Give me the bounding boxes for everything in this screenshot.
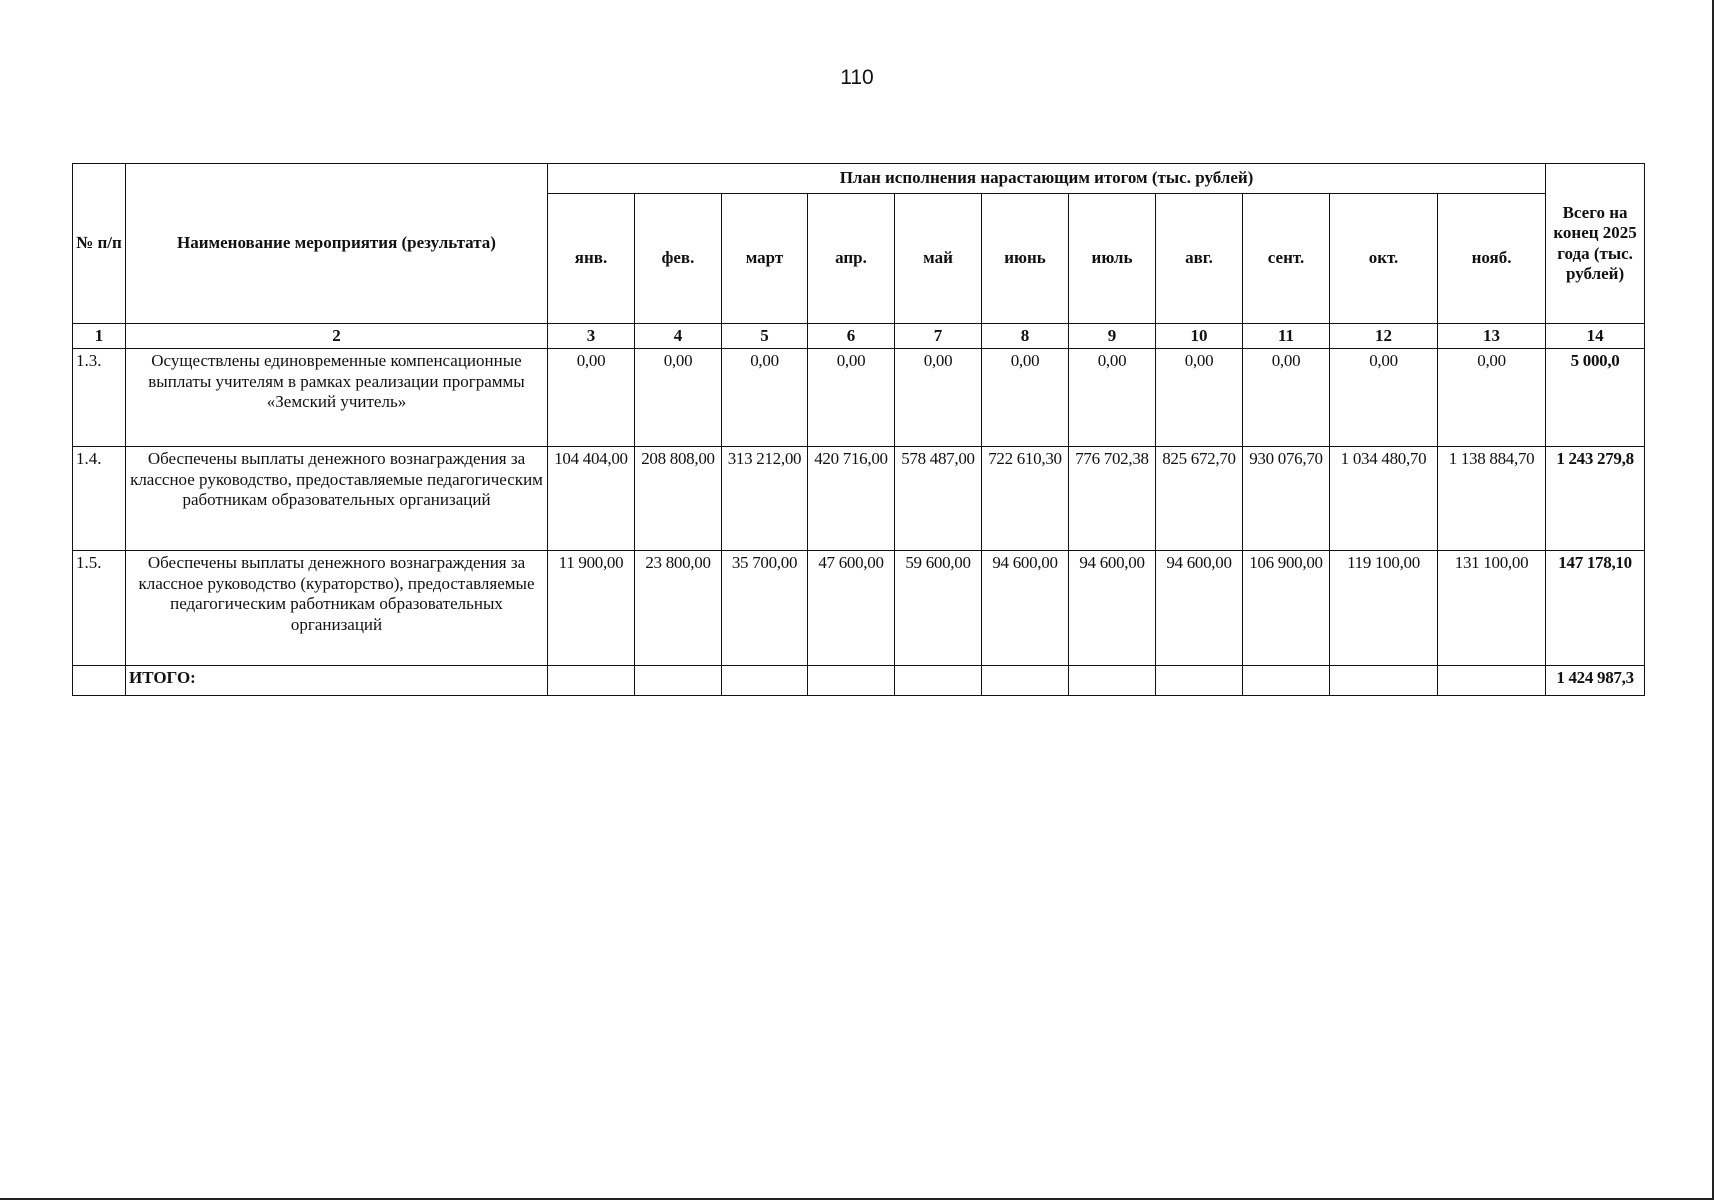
- row-value: 0,00: [895, 349, 982, 447]
- header-month: сент.: [1243, 194, 1330, 324]
- column-number: 7: [895, 324, 982, 349]
- table-row: [73, 447, 1645, 551]
- column-number: 9: [1069, 324, 1156, 349]
- row-name: Обеспечены выплаты денежного вознаграждения за классное руководство, предоставляемые педагогическим работникам образовательных организаций: [126, 447, 548, 551]
- row-value: 0,00: [808, 349, 895, 447]
- row-value: 23 800,00: [635, 551, 722, 666]
- column-number: 13: [1438, 324, 1546, 349]
- total-row-empty-cell: [1330, 666, 1438, 696]
- row-value: 47 600,00: [808, 551, 895, 666]
- column-number: 10: [1156, 324, 1243, 349]
- grand-total: 1 424 987,3: [1546, 666, 1645, 696]
- row-value: 0,00: [635, 349, 722, 447]
- total-row-empty-cell: [895, 666, 982, 696]
- header-row-top: [73, 164, 1645, 194]
- header-month: июнь: [982, 194, 1069, 324]
- header-name: Наименование мероприятия (результата): [126, 164, 548, 324]
- column-number: 14: [1546, 324, 1645, 349]
- total-row-label: ИТОГО:: [126, 666, 548, 696]
- header-month: окт.: [1330, 194, 1438, 324]
- column-number: 3: [548, 324, 635, 349]
- row-value: 776 702,38: [1069, 447, 1156, 551]
- column-number: 2: [126, 324, 548, 349]
- column-number: 11: [1243, 324, 1330, 349]
- table-row: [73, 551, 1645, 666]
- row-value: 1 034 480,70: [1330, 447, 1438, 551]
- row-value: 0,00: [1330, 349, 1438, 447]
- header-month: нояб.: [1438, 194, 1546, 324]
- column-number: 1: [73, 324, 126, 349]
- row-value: 94 600,00: [1069, 551, 1156, 666]
- header-month: март: [722, 194, 808, 324]
- column-number: 5: [722, 324, 808, 349]
- header-total: Всего на конец 2025 года (тыс. рублей): [1546, 164, 1645, 324]
- row-name: Осуществлены единовременные компенсационные выплаты учителям в рамках реализации программы «Земский учитель»: [126, 349, 548, 447]
- row-value: 35 700,00: [722, 551, 808, 666]
- page-number: 110: [840, 66, 874, 89]
- total-row-empty-cell: [1438, 666, 1546, 696]
- row-value: 0,00: [722, 349, 808, 447]
- header-month: янв.: [548, 194, 635, 324]
- header-month: май: [895, 194, 982, 324]
- row-value: 420 716,00: [808, 447, 895, 551]
- total-row-empty-cell: [982, 666, 1069, 696]
- total-row-empty-cell: [1069, 666, 1156, 696]
- row-value: 0,00: [1243, 349, 1330, 447]
- row-value: 131 100,00: [1438, 551, 1546, 666]
- row-total: 1 243 279,8: [1546, 447, 1645, 551]
- row-name: Обеспечены выплаты денежного вознаграждения за классное руководство (кураторство), предоставляемые педагогическим работникам образовательных организаций: [126, 551, 548, 666]
- row-value: 1 138 884,70: [1438, 447, 1546, 551]
- row-value: 825 672,70: [1156, 447, 1243, 551]
- row-total: 5 000,0: [1546, 349, 1645, 447]
- total-row-empty-cell: [635, 666, 722, 696]
- header-plan-group: План исполнения нарастающим итогом (тыс. рублей): [548, 164, 1546, 194]
- total-row-empty-cell: [1243, 666, 1330, 696]
- column-number: 6: [808, 324, 895, 349]
- row-value: 208 808,00: [635, 447, 722, 551]
- column-number: 4: [635, 324, 722, 349]
- header-month: фев.: [635, 194, 722, 324]
- row-value: 578 487,00: [895, 447, 982, 551]
- row-value: 313 212,00: [722, 447, 808, 551]
- total-row-num-empty: [73, 666, 126, 696]
- row-value: 11 900,00: [548, 551, 635, 666]
- row-num: 1.4.: [73, 447, 126, 551]
- row-value: 119 100,00: [1330, 551, 1438, 666]
- row-value: 104 404,00: [548, 447, 635, 551]
- column-numbers-row: [73, 324, 1645, 349]
- row-num: 1.3.: [73, 349, 126, 447]
- header-num: № п/п: [73, 164, 126, 324]
- total-row-empty-cell: [548, 666, 635, 696]
- header-month: июль: [1069, 194, 1156, 324]
- row-value: 59 600,00: [895, 551, 982, 666]
- header-month: авг.: [1156, 194, 1243, 324]
- row-value: 0,00: [1156, 349, 1243, 447]
- row-value: 0,00: [548, 349, 635, 447]
- row-value: 0,00: [1438, 349, 1546, 447]
- plan-table: [72, 163, 1645, 696]
- row-value: 94 600,00: [982, 551, 1069, 666]
- total-row-empty-cell: [1156, 666, 1243, 696]
- row-num: 1.5.: [73, 551, 126, 666]
- column-number: 8: [982, 324, 1069, 349]
- row-value: 0,00: [982, 349, 1069, 447]
- row-value: 94 600,00: [1156, 551, 1243, 666]
- row-value: 930 076,70: [1243, 447, 1330, 551]
- row-value: 106 900,00: [1243, 551, 1330, 666]
- total-row-empty-cell: [808, 666, 895, 696]
- column-number: 12: [1330, 324, 1438, 349]
- table-row: [73, 349, 1645, 447]
- row-value: 722 610,30: [982, 447, 1069, 551]
- total-row: [73, 666, 1645, 696]
- total-row-empty-cell: [722, 666, 808, 696]
- row-total: 147 178,10: [1546, 551, 1645, 666]
- header-month: апр.: [808, 194, 895, 324]
- row-value: 0,00: [1069, 349, 1156, 447]
